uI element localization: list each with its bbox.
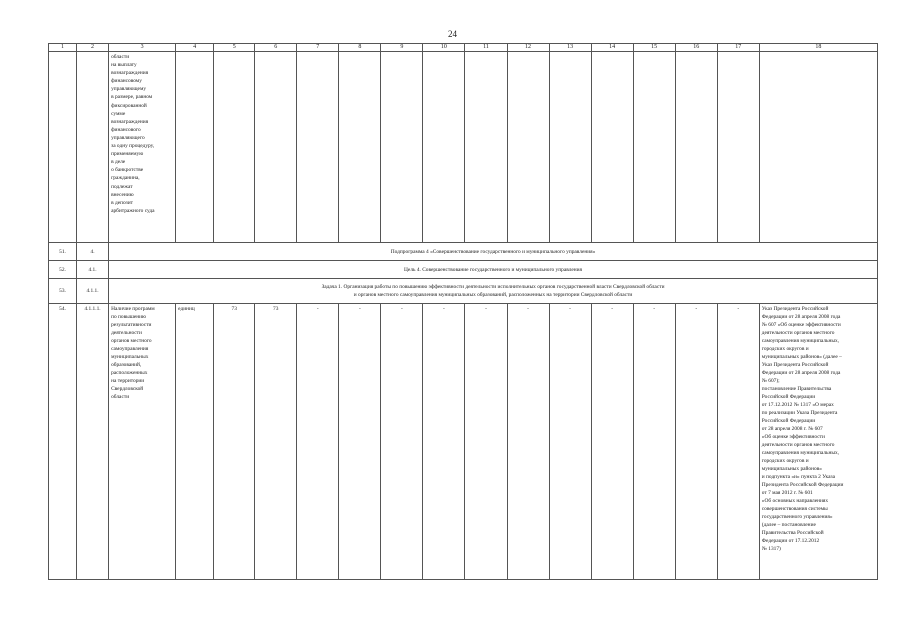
value-cell: 73 (255, 304, 297, 580)
column-header: 7 (297, 44, 339, 52)
column-header: 17 (717, 44, 759, 52)
page-number: 24 (448, 29, 457, 39)
indicators-table (48, 43, 878, 580)
subprogram-title: Подпрограмма 4 «Совершенствование государственного и муниципального управления» (109, 243, 878, 261)
table-row (49, 304, 878, 580)
row-number: 54. (49, 304, 77, 580)
column-header: 18 (759, 44, 877, 52)
column-header: 8 (339, 44, 381, 52)
value-cell: - (717, 304, 759, 580)
column-header: 3 (109, 44, 176, 52)
value-cell: - (465, 304, 507, 580)
column-header: 11 (465, 44, 507, 52)
row-code: 4.1. (77, 261, 109, 279)
column-header: 10 (423, 44, 465, 52)
value-cell: - (549, 304, 591, 580)
value-cell: - (339, 304, 381, 580)
column-header: 12 (507, 44, 549, 52)
column-number-row (49, 44, 878, 52)
table-row (49, 279, 878, 304)
column-header: 9 (381, 44, 423, 52)
row-code: 4.1.1. (77, 279, 109, 304)
column-header: 4 (176, 44, 214, 52)
column-header: 5 (214, 44, 255, 52)
column-header: 14 (591, 44, 633, 52)
value-cell: - (633, 304, 675, 580)
value-cell: - (381, 304, 423, 580)
column-header: 6 (255, 44, 297, 52)
column-header: 1 (49, 44, 77, 52)
unit-cell: единиц (176, 304, 214, 580)
column-header: 15 (633, 44, 675, 52)
row-number: 52. (49, 261, 77, 279)
continued-indicator-text: области на выплату вознаграждения финансовому управляющему в размере, равном фиксированной сумме вознаграждения финансового управляющего за одну процедуру, применяемую в деле о банкротстве гражданина, подлежат внесению в депозит арбитражного суда (109, 52, 176, 243)
value-cell: - (507, 304, 549, 580)
column-header: 13 (549, 44, 591, 52)
row-code: 4. (77, 243, 109, 261)
value-cell: - (297, 304, 339, 580)
source-document-cell: Указ Президента Российской Федерации от 28 апреля 2008 года № 607 «Об оценке эффективности деятельности органов местного самоуправления муниципальных, городских округов и муниципальных районов» (далее – Указ Президента Российской Федерации от 28 апреля 2008 года № 607); постановление Правительства Российской Федерации от 17.12.2012 № 1317 «О мерах по реализации Указа Президента Российской Федерации от 28 апреля 2008 г. № 607 «Об оценке эффективности деятельности органов местного самоуправления муниципальных, городских округов и муниципальных районов» и подпункта «и» пункта 2 Указа Президента Российской Федерации от 7 мая 2012 г. № 601 «Об основных направлениях совершенствования системы государственного управления» (далее – постановление Правительства Российской Федерации от 17.12.2012 № 1317) (759, 304, 877, 580)
value-cell: - (675, 304, 717, 580)
value-cell: 73 (214, 304, 255, 580)
column-header: 2 (77, 44, 109, 52)
value-cell: - (423, 304, 465, 580)
row-code: 4.1.1.1. (77, 304, 109, 580)
indicator-name: Наличие программ по повышению результативности деятельности органов местного самоуправления муниципальных образований, расположенных на территории Свердловской области (109, 304, 176, 580)
value-cell: - (591, 304, 633, 580)
row-number: 53. (49, 279, 77, 304)
column-header: 16 (675, 44, 717, 52)
table-row (49, 261, 878, 279)
continuation-row (49, 52, 878, 243)
goal-title: Цель 4. Совершенствование государственного и муниципального управления (109, 261, 878, 279)
row-number: 51. (49, 243, 77, 261)
task-title: Задача 1. Организация работы по повышению эффективности деятельности исполнительных органов государственной власти Свердловской области и органов местного самоуправления муниципальных образований, расположенных на территории Свердловской области (109, 279, 878, 304)
table-row (49, 243, 878, 261)
